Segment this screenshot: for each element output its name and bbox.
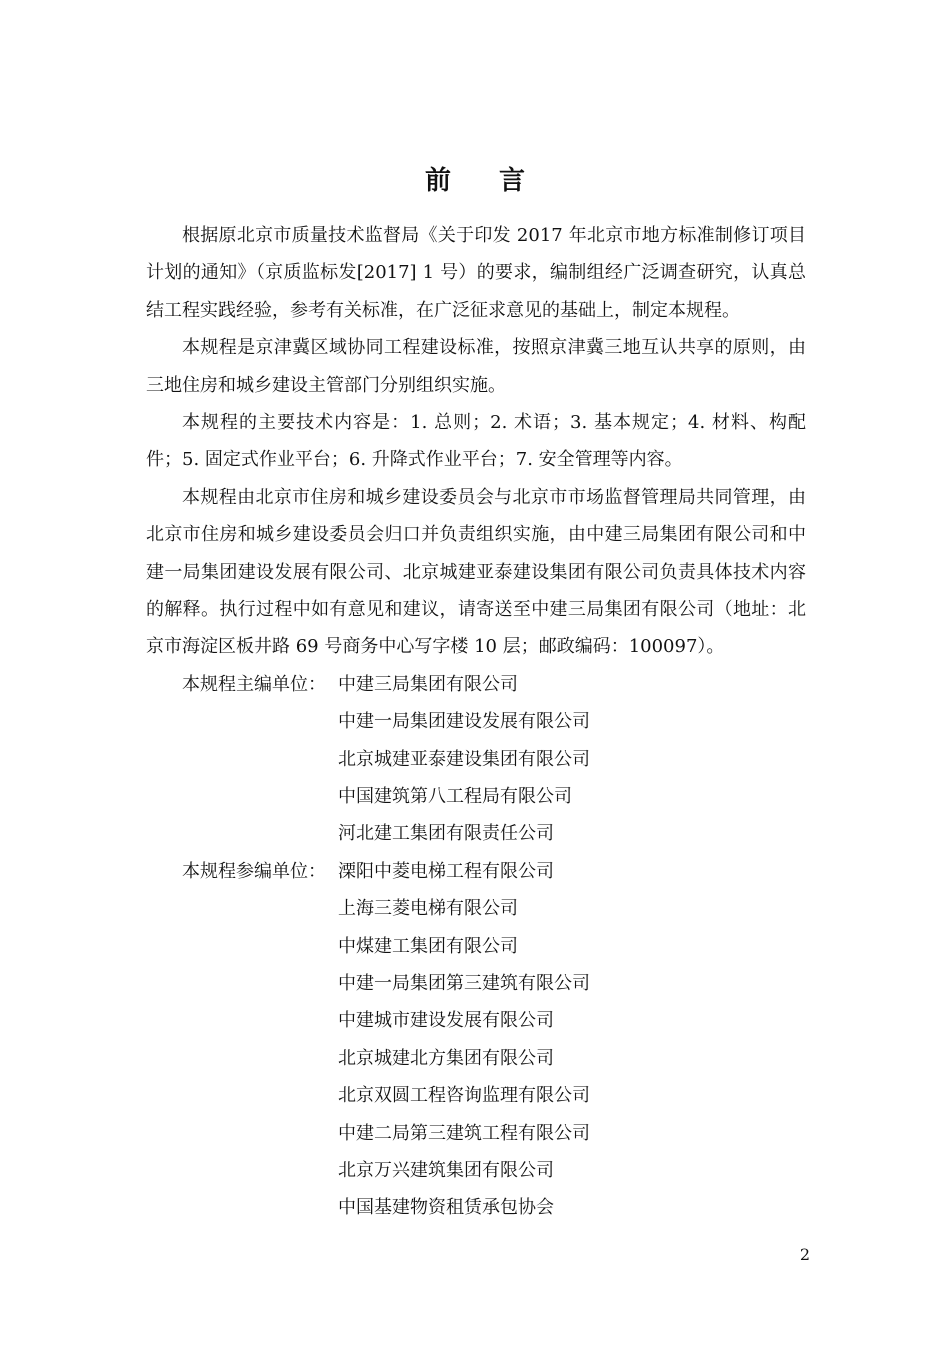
participating-unit-row — [146, 1115, 806, 1152]
participating-unit: 溧阳中菱电梯工程有限公司 — [338, 860, 554, 882]
participating-unit: 中建二局第三建筑工程有限公司 — [338, 1122, 590, 1144]
chief-unit-row — [146, 703, 806, 740]
page-title: 前言 — [424, 166, 573, 196]
document-body — [146, 217, 806, 1227]
participating-unit: 北京城建北方集团有限公司 — [338, 1047, 554, 1069]
chief-unit: 中国建筑第八工程局有限公司 — [338, 786, 572, 808]
chief-unit: 中建三局集团有限公司 — [338, 673, 518, 695]
paragraph-management: 本规程由北京市住房和城乡建设委员会与北京市市场监督管理局共同管理，由北京市住房和城乡建设委员会归口并负责组织实施，由中建三局集团有限公司和中建一局集团建设发展有限公司、北京城建亚泰建设集团有限公司负责具体技术内容的解释。执行过程中如有意见和建议，请寄送至中建三局集团有限公司（地址：北京市海淀区板井路 69 号商务中心写字楼 10 层；邮政编码：100097）。 — [146, 486, 806, 658]
participating-unit: 北京双圆工程咨询监理有限公司 — [338, 1085, 590, 1107]
chief-unit-row — [146, 741, 806, 778]
chief-unit: 河北建工集团有限责任公司 — [338, 823, 554, 845]
paragraph-regional-standard: 本规程是京津冀区域协同工程建设标准，按照京津冀三地互认共享的原则，由三地住房和城乡建设主管部门分别组织实施。 — [146, 337, 806, 396]
paragraph-basis: 根据原北京市质量技术监督局《关于印发 2017 年北京市地方标准制修订项目计划的通知》（京质监标发[2017] 1 号）的要求，编制组经广泛调查研究，认真总结工程实践经验，参考有关标准，在广泛征求意见的基础上，制定本规程。 — [146, 225, 806, 321]
participating-unit-row — [146, 1002, 806, 1039]
chief-unit-row — [146, 666, 806, 703]
participating-unit: 中建城市建设发展有限公司 — [338, 1010, 554, 1032]
chief-unit: 中建一局集团建设发展有限公司 — [338, 711, 590, 733]
page-number: 2 — [799, 1245, 810, 1264]
participating-unit-row — [146, 965, 806, 1002]
participating-unit-row — [146, 928, 806, 965]
paragraph-technical-content: 本规程的主要技术内容是：1. 总则；2. 术语；3. 基本规定；4. 材料、构配件；5. 固定式作业平台；6. 升降式作业平台；7. 安全管理等内容。 — [146, 412, 806, 471]
participating-unit: 中煤建工集团有限公司 — [338, 935, 518, 957]
participating-unit: 中建一局集团第三建筑有限公司 — [338, 973, 590, 994]
chief-unit: 北京城建亚泰建设集团有限公司 — [338, 748, 590, 770]
participating-unit-row — [146, 1189, 806, 1226]
chief-unit-row — [146, 778, 806, 815]
participating-unit: 北京万兴建筑集团有限公司 — [338, 1159, 554, 1181]
participating-unit-row — [146, 853, 806, 890]
chief-units-label: 本规程主编单位： — [182, 673, 326, 695]
participating-unit-row — [146, 1077, 806, 1114]
chief-unit-row — [146, 815, 806, 852]
participating-units-label: 本规程参编单位： — [182, 860, 326, 882]
participating-unit-row — [146, 890, 806, 927]
participating-unit-row — [146, 1040, 806, 1077]
participating-unit-row — [146, 1152, 806, 1189]
participating-unit: 上海三菱电梯有限公司 — [338, 898, 518, 920]
participating-unit: 中国基建物资租赁承包协会 — [338, 1197, 554, 1219]
